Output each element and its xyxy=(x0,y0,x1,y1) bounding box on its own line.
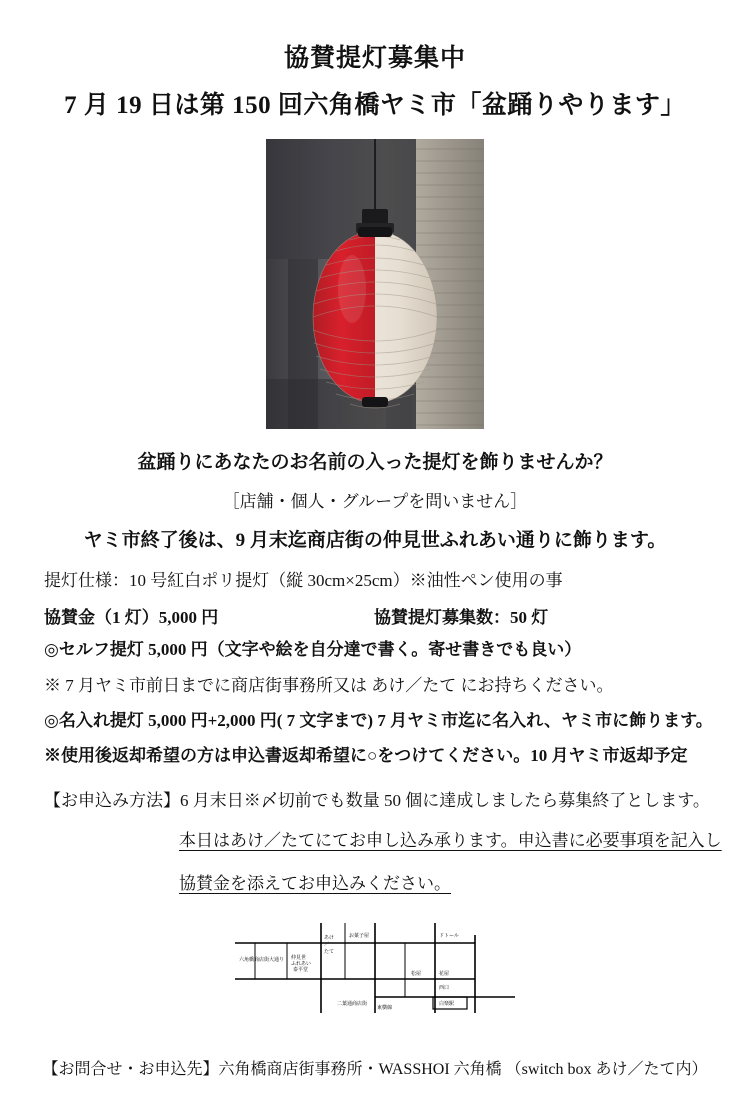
svg-text:ふれあい: ふれあい xyxy=(291,961,312,968)
spec-line: 提灯仕様：10 号紅白ポリ提灯（縦 30cm×25cm）※油性ペン使用の事 xyxy=(44,571,563,590)
location-map xyxy=(225,913,525,1021)
svg-text:泰平堂: 泰平堂 xyxy=(293,967,309,974)
lantern-photo-illustration xyxy=(266,139,484,429)
delivery-note-line: ※ 7 月ヤミ市前日までに商店街事務所又は あけ／たて にお持ちください。 xyxy=(44,675,614,695)
location-map-illustration xyxy=(225,913,525,1021)
svg-text:あけ: あけ xyxy=(324,935,335,942)
lead-display-period: ヤミ市終了後は、9 月末迄商店街の仲見世ふれあい通りに飾ります。 xyxy=(83,530,667,551)
return-request-line: ※使用後返却希望の方は申込書返却希望に○をつけてください。10 月ヤミ市返却予定 xyxy=(44,746,688,766)
application-method-line: 【お申込み方法】6 月末日※〆切前でも数量 50 個に達成しましたら募集終了とします。 xyxy=(44,790,710,810)
application-detail-line-2: 協賛金を添えてお申込みください。 xyxy=(179,873,451,893)
svg-text:お菓子屋: お菓子屋 xyxy=(349,933,370,940)
lead-headline: 盆踊りにあなたのお名前の入った提灯を飾りませんか？ xyxy=(137,452,613,473)
self-lantern-line: ◎セルフ提灯 5,000 円（文字や絵を自分達で書く。寄せ書きでも良い） xyxy=(44,640,582,660)
svg-text:二葉通商店街: 二葉通商店街 xyxy=(337,1001,368,1008)
lantern-photo xyxy=(266,139,484,429)
svg-text:たて: たて xyxy=(324,949,335,956)
fee-amount: 協賛金（1 灯）5,000 円 xyxy=(44,608,219,628)
lead-eligibility: ［店舗・個人・グループを問いません］ xyxy=(222,492,528,511)
poster-page xyxy=(0,44,750,1105)
svg-text:／: ／ xyxy=(324,942,330,949)
svg-text:花屋: 花屋 xyxy=(439,971,450,978)
svg-text:仲見世: 仲見世 xyxy=(291,955,307,962)
page-subtitle: 7 月 19 日は第 150 回六角橋ヤミ市「盆踊りやります」 xyxy=(64,92,686,119)
footer-contact: 【お問合せ・お申込先】六角橋商店街事務所・WASSHOI 六角橋 （switch box あけ／たて内） xyxy=(42,1061,708,1078)
svg-text:白楽駅: 白楽駅 xyxy=(439,1001,455,1008)
svg-text:ドトール: ドトール xyxy=(439,933,459,940)
named-lantern-line: ◎名入れ提灯 5,000 円+2,000 円( 7 文字まで) 7 月ヤミ市迄に名入れ、ヤミ市に飾ります。 xyxy=(44,711,713,731)
fee-row xyxy=(44,603,706,628)
svg-text:東横線: 東横線 xyxy=(377,1005,393,1012)
svg-text:松屋: 松屋 xyxy=(411,971,422,978)
details-block xyxy=(34,568,722,897)
page-title: 協賛提灯募集中 xyxy=(283,45,466,72)
fee-quantity: 協賛提灯募集数：50 灯 xyxy=(374,608,549,628)
svg-text:六角橋商店街大通り: 六角橋商店街大通り xyxy=(239,957,285,964)
svg-text:西口: 西口 xyxy=(439,985,450,992)
application-detail-line-1: 本日はあけ／たてにてお申し込み承ります。申込書に必要事項を記入し xyxy=(179,830,722,850)
